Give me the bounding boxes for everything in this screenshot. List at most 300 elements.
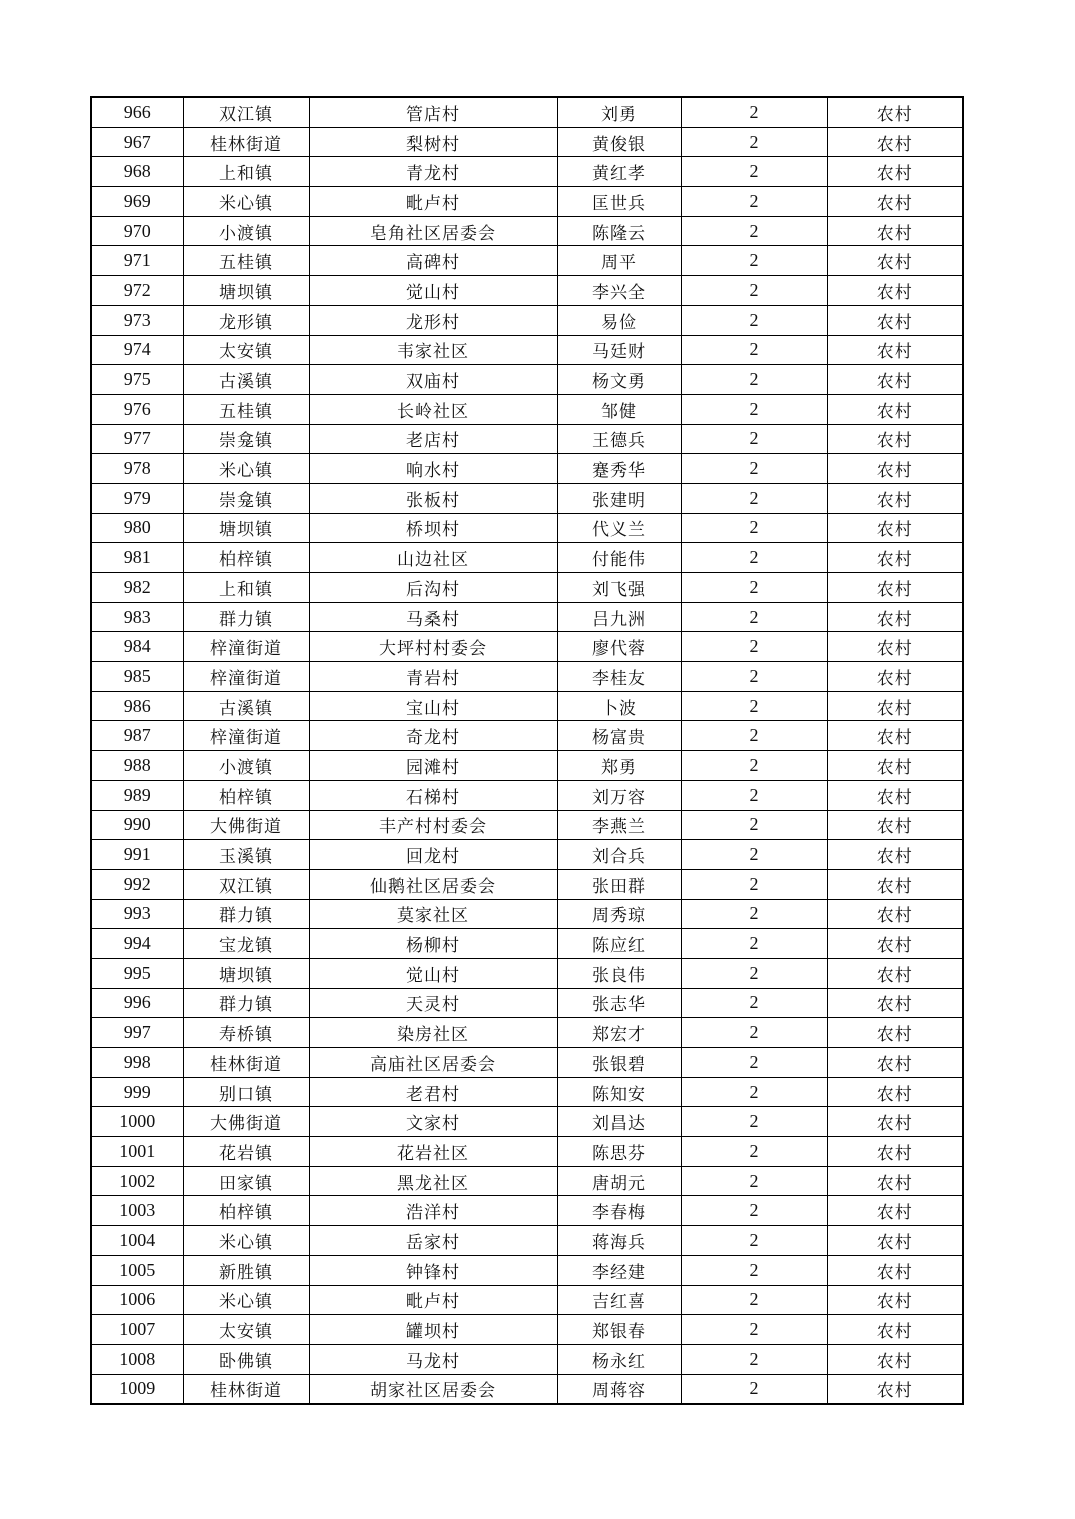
person-name-cell: 易俭 bbox=[557, 305, 681, 335]
person-name-cell: 吉红喜 bbox=[557, 1285, 681, 1315]
village-cell: 管店村 bbox=[309, 97, 557, 127]
person-name-cell: 刘合兵 bbox=[557, 840, 681, 870]
table-row bbox=[91, 1226, 963, 1256]
category-cell: 农村 bbox=[827, 810, 963, 840]
person-name-cell: 李兴全 bbox=[557, 276, 681, 306]
town-cell: 崇龛镇 bbox=[183, 424, 309, 454]
count-cell: 2 bbox=[681, 899, 827, 929]
village-cell: 园滩村 bbox=[309, 751, 557, 781]
count-cell: 2 bbox=[681, 929, 827, 959]
row-number-cell: 989 bbox=[91, 780, 183, 810]
town-cell: 太安镇 bbox=[183, 335, 309, 365]
category-cell: 农村 bbox=[827, 97, 963, 127]
person-name-cell: 张建明 bbox=[557, 483, 681, 513]
table-row bbox=[91, 840, 963, 870]
count-cell: 2 bbox=[681, 1196, 827, 1226]
category-cell: 农村 bbox=[827, 573, 963, 603]
person-name-cell: 李桂友 bbox=[557, 662, 681, 692]
village-cell: 毗卢村 bbox=[309, 1285, 557, 1315]
count-cell: 2 bbox=[681, 958, 827, 988]
count-cell: 2 bbox=[681, 780, 827, 810]
village-cell: 大坪村村委会 bbox=[309, 632, 557, 662]
count-cell: 2 bbox=[681, 157, 827, 187]
person-name-cell: 周蒋容 bbox=[557, 1374, 681, 1404]
category-cell: 农村 bbox=[827, 305, 963, 335]
table-row bbox=[91, 513, 963, 543]
category-cell: 农村 bbox=[827, 721, 963, 751]
person-name-cell: 廖代蓉 bbox=[557, 632, 681, 662]
village-cell: 张板村 bbox=[309, 483, 557, 513]
row-number-cell: 971 bbox=[91, 246, 183, 276]
count-cell: 2 bbox=[681, 1077, 827, 1107]
person-name-cell: 代义兰 bbox=[557, 513, 681, 543]
count-cell: 2 bbox=[681, 1315, 827, 1345]
table-row bbox=[91, 810, 963, 840]
person-name-cell: 周平 bbox=[557, 246, 681, 276]
count-cell: 2 bbox=[681, 840, 827, 870]
table-row bbox=[91, 454, 963, 484]
town-cell: 上和镇 bbox=[183, 157, 309, 187]
town-cell: 塘坝镇 bbox=[183, 958, 309, 988]
person-name-cell: 张银碧 bbox=[557, 1048, 681, 1078]
person-name-cell: 马廷财 bbox=[557, 335, 681, 365]
town-cell: 塘坝镇 bbox=[183, 513, 309, 543]
row-number-cell: 996 bbox=[91, 988, 183, 1018]
village-cell: 胡家社区居委会 bbox=[309, 1374, 557, 1404]
table-row bbox=[91, 721, 963, 751]
village-cell: 毗卢村 bbox=[309, 187, 557, 217]
person-name-cell: 刘飞强 bbox=[557, 573, 681, 603]
table-row bbox=[91, 394, 963, 424]
village-cell: 觉山村 bbox=[309, 276, 557, 306]
category-cell: 农村 bbox=[827, 454, 963, 484]
category-cell: 农村 bbox=[827, 869, 963, 899]
village-cell: 高庙社区居委会 bbox=[309, 1048, 557, 1078]
count-cell: 2 bbox=[681, 751, 827, 781]
table-row bbox=[91, 157, 963, 187]
town-cell: 梓潼街道 bbox=[183, 662, 309, 692]
table-row bbox=[91, 1107, 963, 1137]
row-number-cell: 991 bbox=[91, 840, 183, 870]
count-cell: 2 bbox=[681, 1374, 827, 1404]
village-cell: 丰产村村委会 bbox=[309, 810, 557, 840]
count-cell: 2 bbox=[681, 1048, 827, 1078]
category-cell: 农村 bbox=[827, 899, 963, 929]
table-row bbox=[91, 1374, 963, 1404]
person-name-cell: 周秀琼 bbox=[557, 899, 681, 929]
row-number-cell: 986 bbox=[91, 691, 183, 721]
table-row bbox=[91, 988, 963, 1018]
row-number-cell: 1000 bbox=[91, 1107, 183, 1137]
village-cell: 桥坝村 bbox=[309, 513, 557, 543]
category-cell: 农村 bbox=[827, 662, 963, 692]
row-number-cell: 978 bbox=[91, 454, 183, 484]
category-cell: 农村 bbox=[827, 127, 963, 157]
village-cell: 钟锋村 bbox=[309, 1255, 557, 1285]
village-cell: 马龙村 bbox=[309, 1344, 557, 1374]
category-cell: 农村 bbox=[827, 840, 963, 870]
town-cell: 柏梓镇 bbox=[183, 780, 309, 810]
person-name-cell: 王德兵 bbox=[557, 424, 681, 454]
category-cell: 农村 bbox=[827, 1018, 963, 1048]
town-cell: 田家镇 bbox=[183, 1166, 309, 1196]
table-row bbox=[91, 1166, 963, 1196]
row-number-cell: 999 bbox=[91, 1077, 183, 1107]
category-cell: 农村 bbox=[827, 988, 963, 1018]
table-row bbox=[91, 691, 963, 721]
count-cell: 2 bbox=[681, 97, 827, 127]
count-cell: 2 bbox=[681, 543, 827, 573]
village-cell: 文家村 bbox=[309, 1107, 557, 1137]
village-cell: 奇龙村 bbox=[309, 721, 557, 751]
count-cell: 2 bbox=[681, 1285, 827, 1315]
town-cell: 五桂镇 bbox=[183, 246, 309, 276]
row-number-cell: 976 bbox=[91, 394, 183, 424]
person-name-cell: 郑宏才 bbox=[557, 1018, 681, 1048]
person-name-cell: 邹健 bbox=[557, 394, 681, 424]
town-cell: 柏梓镇 bbox=[183, 543, 309, 573]
village-cell: 韦家社区 bbox=[309, 335, 557, 365]
category-cell: 农村 bbox=[827, 276, 963, 306]
table-row bbox=[91, 305, 963, 335]
count-cell: 2 bbox=[681, 1255, 827, 1285]
village-cell: 回龙村 bbox=[309, 840, 557, 870]
row-number-cell: 1002 bbox=[91, 1166, 183, 1196]
count-cell: 2 bbox=[681, 305, 827, 335]
person-name-cell: 蒋海兵 bbox=[557, 1226, 681, 1256]
row-number-cell: 992 bbox=[91, 869, 183, 899]
table-row bbox=[91, 97, 963, 127]
count-cell: 2 bbox=[681, 691, 827, 721]
village-cell: 老君村 bbox=[309, 1077, 557, 1107]
town-cell: 别口镇 bbox=[183, 1077, 309, 1107]
village-cell: 染房社区 bbox=[309, 1018, 557, 1048]
category-cell: 农村 bbox=[827, 157, 963, 187]
category-cell: 农村 bbox=[827, 1285, 963, 1315]
village-cell: 老店村 bbox=[309, 424, 557, 454]
village-cell: 响水村 bbox=[309, 454, 557, 484]
row-number-cell: 1005 bbox=[91, 1255, 183, 1285]
village-cell: 梨树村 bbox=[309, 127, 557, 157]
town-cell: 小渡镇 bbox=[183, 216, 309, 246]
town-cell: 古溪镇 bbox=[183, 691, 309, 721]
person-name-cell: 卜波 bbox=[557, 691, 681, 721]
town-cell: 梓潼街道 bbox=[183, 721, 309, 751]
category-cell: 农村 bbox=[827, 246, 963, 276]
town-cell: 柏梓镇 bbox=[183, 1196, 309, 1226]
category-cell: 农村 bbox=[827, 1048, 963, 1078]
row-number-cell: 982 bbox=[91, 573, 183, 603]
town-cell: 新胜镇 bbox=[183, 1255, 309, 1285]
table-row bbox=[91, 632, 963, 662]
category-cell: 农村 bbox=[827, 602, 963, 632]
village-cell: 花岩社区 bbox=[309, 1137, 557, 1167]
town-cell: 玉溪镇 bbox=[183, 840, 309, 870]
table-row bbox=[91, 424, 963, 454]
person-name-cell: 张志华 bbox=[557, 988, 681, 1018]
row-number-cell: 980 bbox=[91, 513, 183, 543]
category-cell: 农村 bbox=[827, 1107, 963, 1137]
village-cell: 浩洋村 bbox=[309, 1196, 557, 1226]
category-cell: 农村 bbox=[827, 424, 963, 454]
count-cell: 2 bbox=[681, 869, 827, 899]
count-cell: 2 bbox=[681, 365, 827, 395]
person-name-cell: 黄俊银 bbox=[557, 127, 681, 157]
count-cell: 2 bbox=[681, 394, 827, 424]
count-cell: 2 bbox=[681, 988, 827, 1018]
category-cell: 农村 bbox=[827, 187, 963, 217]
count-cell: 2 bbox=[681, 1344, 827, 1374]
village-cell: 石梯村 bbox=[309, 780, 557, 810]
person-name-cell: 陈应红 bbox=[557, 929, 681, 959]
count-cell: 2 bbox=[681, 246, 827, 276]
village-cell: 宝山村 bbox=[309, 691, 557, 721]
row-number-cell: 977 bbox=[91, 424, 183, 454]
row-number-cell: 969 bbox=[91, 187, 183, 217]
person-name-cell: 李燕兰 bbox=[557, 810, 681, 840]
village-cell: 黑龙社区 bbox=[309, 1166, 557, 1196]
table-row bbox=[91, 216, 963, 246]
town-cell: 塘坝镇 bbox=[183, 276, 309, 306]
row-number-cell: 968 bbox=[91, 157, 183, 187]
category-cell: 农村 bbox=[827, 335, 963, 365]
village-cell: 青龙村 bbox=[309, 157, 557, 187]
village-cell: 罐坝村 bbox=[309, 1315, 557, 1345]
town-cell: 米心镇 bbox=[183, 1285, 309, 1315]
village-cell: 青岩村 bbox=[309, 662, 557, 692]
person-name-cell: 吕九洲 bbox=[557, 602, 681, 632]
table-row bbox=[91, 1048, 963, 1078]
row-number-cell: 979 bbox=[91, 483, 183, 513]
village-cell: 马桑村 bbox=[309, 602, 557, 632]
category-cell: 农村 bbox=[827, 1137, 963, 1167]
count-cell: 2 bbox=[681, 216, 827, 246]
table-row bbox=[91, 127, 963, 157]
town-cell: 太安镇 bbox=[183, 1315, 309, 1345]
count-cell: 2 bbox=[681, 602, 827, 632]
table-row bbox=[91, 187, 963, 217]
village-cell: 龙形村 bbox=[309, 305, 557, 335]
town-cell: 龙形镇 bbox=[183, 305, 309, 335]
village-cell: 山边社区 bbox=[309, 543, 557, 573]
table-row bbox=[91, 1315, 963, 1345]
count-cell: 2 bbox=[681, 1018, 827, 1048]
table-row bbox=[91, 1285, 963, 1315]
category-cell: 农村 bbox=[827, 1315, 963, 1345]
person-name-cell: 郑银春 bbox=[557, 1315, 681, 1345]
town-cell: 寿桥镇 bbox=[183, 1018, 309, 1048]
category-cell: 农村 bbox=[827, 543, 963, 573]
row-number-cell: 1001 bbox=[91, 1137, 183, 1167]
village-cell: 长岭社区 bbox=[309, 394, 557, 424]
row-number-cell: 1003 bbox=[91, 1196, 183, 1226]
town-cell: 双江镇 bbox=[183, 869, 309, 899]
category-cell: 农村 bbox=[827, 1374, 963, 1404]
table-row bbox=[91, 958, 963, 988]
count-cell: 2 bbox=[681, 187, 827, 217]
town-cell: 桂林街道 bbox=[183, 127, 309, 157]
row-number-cell: 983 bbox=[91, 602, 183, 632]
town-cell: 大佛街道 bbox=[183, 1107, 309, 1137]
town-cell: 古溪镇 bbox=[183, 365, 309, 395]
person-name-cell: 陈思芬 bbox=[557, 1137, 681, 1167]
person-name-cell: 杨富贵 bbox=[557, 721, 681, 751]
count-cell: 2 bbox=[681, 1166, 827, 1196]
recipient-table bbox=[90, 96, 964, 1405]
person-name-cell: 刘昌达 bbox=[557, 1107, 681, 1137]
row-number-cell: 970 bbox=[91, 216, 183, 246]
person-name-cell: 杨永红 bbox=[557, 1344, 681, 1374]
village-cell: 高碑村 bbox=[309, 246, 557, 276]
row-number-cell: 967 bbox=[91, 127, 183, 157]
row-number-cell: 1004 bbox=[91, 1226, 183, 1256]
town-cell: 梓潼街道 bbox=[183, 632, 309, 662]
count-cell: 2 bbox=[681, 573, 827, 603]
table-row bbox=[91, 483, 963, 513]
table-row bbox=[91, 1137, 963, 1167]
table-row bbox=[91, 751, 963, 781]
town-cell: 宝龙镇 bbox=[183, 929, 309, 959]
town-cell: 大佛街道 bbox=[183, 810, 309, 840]
town-cell: 群力镇 bbox=[183, 899, 309, 929]
person-name-cell: 张田群 bbox=[557, 869, 681, 899]
row-number-cell: 981 bbox=[91, 543, 183, 573]
table-row bbox=[91, 335, 963, 365]
town-cell: 卧佛镇 bbox=[183, 1344, 309, 1374]
category-cell: 农村 bbox=[827, 1255, 963, 1285]
person-name-cell: 李春梅 bbox=[557, 1196, 681, 1226]
category-cell: 农村 bbox=[827, 513, 963, 543]
table-row bbox=[91, 780, 963, 810]
person-name-cell: 黄红孝 bbox=[557, 157, 681, 187]
town-cell: 双江镇 bbox=[183, 97, 309, 127]
person-name-cell: 匡世兵 bbox=[557, 187, 681, 217]
category-cell: 农村 bbox=[827, 1166, 963, 1196]
person-name-cell: 郑勇 bbox=[557, 751, 681, 781]
person-name-cell: 蹇秀华 bbox=[557, 454, 681, 484]
category-cell: 农村 bbox=[827, 929, 963, 959]
person-name-cell: 唐胡元 bbox=[557, 1166, 681, 1196]
person-name-cell: 张良伟 bbox=[557, 958, 681, 988]
row-number-cell: 975 bbox=[91, 365, 183, 395]
table-row bbox=[91, 276, 963, 306]
count-cell: 2 bbox=[681, 424, 827, 454]
category-cell: 农村 bbox=[827, 958, 963, 988]
row-number-cell: 984 bbox=[91, 632, 183, 662]
row-number-cell: 966 bbox=[91, 97, 183, 127]
village-cell: 岳家村 bbox=[309, 1226, 557, 1256]
category-cell: 农村 bbox=[827, 483, 963, 513]
count-cell: 2 bbox=[681, 1107, 827, 1137]
category-cell: 农村 bbox=[827, 365, 963, 395]
town-cell: 上和镇 bbox=[183, 573, 309, 603]
row-number-cell: 972 bbox=[91, 276, 183, 306]
table-row bbox=[91, 1077, 963, 1107]
village-cell: 皂角社区居委会 bbox=[309, 216, 557, 246]
table-row bbox=[91, 899, 963, 929]
table-row bbox=[91, 365, 963, 395]
person-name-cell: 杨文勇 bbox=[557, 365, 681, 395]
count-cell: 2 bbox=[681, 721, 827, 751]
count-cell: 2 bbox=[681, 662, 827, 692]
town-cell: 桂林街道 bbox=[183, 1374, 309, 1404]
category-cell: 农村 bbox=[827, 1344, 963, 1374]
town-cell: 花岩镇 bbox=[183, 1137, 309, 1167]
table-row bbox=[91, 602, 963, 632]
count-cell: 2 bbox=[681, 810, 827, 840]
person-name-cell: 付能伟 bbox=[557, 543, 681, 573]
row-number-cell: 987 bbox=[91, 721, 183, 751]
table-row bbox=[91, 246, 963, 276]
town-cell: 米心镇 bbox=[183, 1226, 309, 1256]
category-cell: 农村 bbox=[827, 751, 963, 781]
town-cell: 崇龛镇 bbox=[183, 483, 309, 513]
town-cell: 小渡镇 bbox=[183, 751, 309, 781]
count-cell: 2 bbox=[681, 335, 827, 365]
person-name-cell: 刘万容 bbox=[557, 780, 681, 810]
table-row bbox=[91, 543, 963, 573]
table-row bbox=[91, 662, 963, 692]
town-cell: 五桂镇 bbox=[183, 394, 309, 424]
category-cell: 农村 bbox=[827, 394, 963, 424]
category-cell: 农村 bbox=[827, 1077, 963, 1107]
town-cell: 米心镇 bbox=[183, 454, 309, 484]
row-number-cell: 998 bbox=[91, 1048, 183, 1078]
row-number-cell: 973 bbox=[91, 305, 183, 335]
row-number-cell: 993 bbox=[91, 899, 183, 929]
row-number-cell: 990 bbox=[91, 810, 183, 840]
row-number-cell: 1008 bbox=[91, 1344, 183, 1374]
village-cell: 双庙村 bbox=[309, 365, 557, 395]
table-row bbox=[91, 1344, 963, 1374]
town-cell: 群力镇 bbox=[183, 988, 309, 1018]
village-cell: 后沟村 bbox=[309, 573, 557, 603]
table-row bbox=[91, 1196, 963, 1226]
category-cell: 农村 bbox=[827, 691, 963, 721]
category-cell: 农村 bbox=[827, 1226, 963, 1256]
count-cell: 2 bbox=[681, 483, 827, 513]
count-cell: 2 bbox=[681, 276, 827, 306]
table-row bbox=[91, 573, 963, 603]
count-cell: 2 bbox=[681, 127, 827, 157]
count-cell: 2 bbox=[681, 454, 827, 484]
row-number-cell: 1007 bbox=[91, 1315, 183, 1345]
category-cell: 农村 bbox=[827, 780, 963, 810]
village-cell: 觉山村 bbox=[309, 958, 557, 988]
row-number-cell: 985 bbox=[91, 662, 183, 692]
count-cell: 2 bbox=[681, 632, 827, 662]
category-cell: 农村 bbox=[827, 216, 963, 246]
person-name-cell: 陈隆云 bbox=[557, 216, 681, 246]
row-number-cell: 988 bbox=[91, 751, 183, 781]
person-name-cell: 李经建 bbox=[557, 1255, 681, 1285]
village-cell: 杨柳村 bbox=[309, 929, 557, 959]
table-body bbox=[91, 97, 963, 1404]
category-cell: 农村 bbox=[827, 632, 963, 662]
village-cell: 仙鹅社区居委会 bbox=[309, 869, 557, 899]
town-cell: 米心镇 bbox=[183, 187, 309, 217]
town-cell: 群力镇 bbox=[183, 602, 309, 632]
count-cell: 2 bbox=[681, 513, 827, 543]
town-cell: 桂林街道 bbox=[183, 1048, 309, 1078]
person-name-cell: 陈知安 bbox=[557, 1077, 681, 1107]
table-row bbox=[91, 869, 963, 899]
row-number-cell: 994 bbox=[91, 929, 183, 959]
village-cell: 天灵村 bbox=[309, 988, 557, 1018]
count-cell: 2 bbox=[681, 1137, 827, 1167]
village-cell: 莫家社区 bbox=[309, 899, 557, 929]
row-number-cell: 974 bbox=[91, 335, 183, 365]
